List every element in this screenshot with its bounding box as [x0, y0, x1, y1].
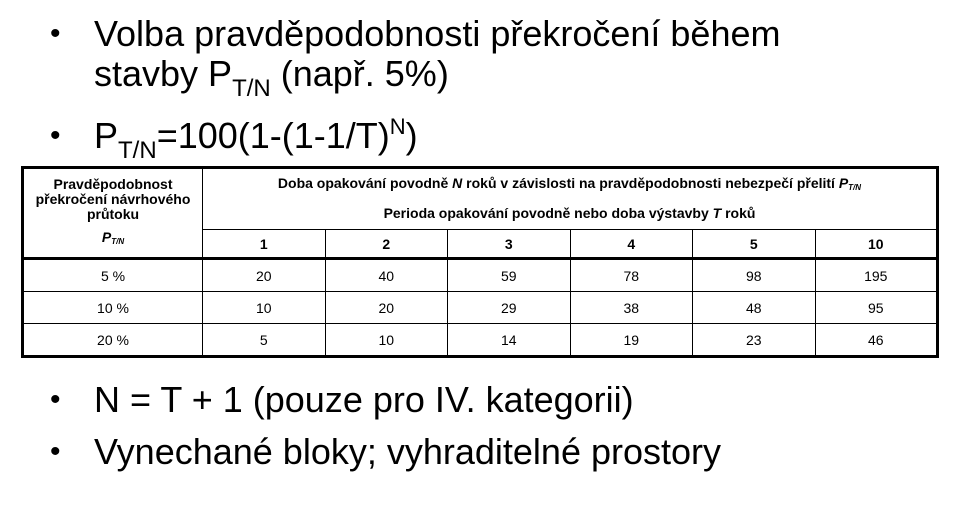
title-symbol: P — [838, 174, 849, 191]
period-header: 10 — [815, 230, 938, 259]
period-header: 1 — [203, 230, 326, 259]
formula-p: P — [94, 115, 119, 156]
subtitle-t: T — [712, 205, 722, 221]
table-title — [203, 168, 938, 198]
table-row — [23, 259, 938, 292]
period-header: 2 — [325, 230, 448, 259]
row-header-label: Pravděpodobnost překročení návrhového průtoku — [35, 176, 191, 222]
period-header: 4 — [570, 230, 693, 259]
period-header: 5 — [693, 230, 816, 259]
title-part: roků v závislosti na pravděpodobnosti nebezpečí přelití — [462, 174, 839, 191]
value-cell: 14 — [448, 324, 571, 357]
value-cell: 59 — [448, 259, 571, 292]
title-sub: T/N — [848, 182, 862, 192]
period-header: 3 — [448, 230, 571, 259]
bullet-line1: Volba pravděpodobnosti překročení během — [94, 13, 781, 54]
value-cell: 40 — [325, 259, 448, 292]
superscript: N — [389, 114, 406, 139]
row-header-sub: T/N — [111, 237, 125, 246]
bullet-dot-icon: • — [50, 383, 61, 416]
title-n: N — [452, 174, 463, 191]
value-cell: 20 — [325, 292, 448, 324]
bullet-line2: stavby P — [94, 53, 233, 94]
bullet-dot-icon: • — [50, 435, 61, 468]
subscript: T/N — [232, 75, 271, 102]
bullet-n-equals — [50, 380, 634, 420]
row-header — [23, 168, 203, 259]
bullet-dot-icon: • — [50, 119, 61, 152]
bullet-text — [94, 13, 781, 102]
bullet-dot-icon: • — [50, 17, 61, 50]
table-subtitle — [203, 197, 938, 230]
value-cell: 29 — [448, 292, 571, 324]
bullet-line2-end: (např. 5%) — [270, 53, 449, 94]
row-header-symbol: P — [101, 229, 112, 245]
probability-cell: 5 % — [23, 259, 203, 292]
bullet-volba — [50, 13, 781, 102]
table-row — [23, 324, 938, 357]
bullet-text: Vynechané bloky; vyhraditelné prostory — [94, 431, 722, 472]
value-cell: 78 — [570, 259, 693, 292]
title-part: Doba opakování povodně — [277, 174, 453, 191]
flood-return-table — [21, 166, 939, 358]
value-cell: 95 — [815, 292, 938, 324]
subscript: T/N — [118, 137, 157, 164]
value-cell: 23 — [693, 324, 816, 357]
value-cell: 19 — [570, 324, 693, 357]
bullet-text — [94, 114, 418, 164]
value-cell: 10 — [203, 292, 326, 324]
formula-end: ) — [405, 115, 418, 156]
value-cell: 38 — [570, 292, 693, 324]
value-cell: 46 — [815, 324, 938, 357]
table-container — [21, 166, 939, 358]
formula-body: =100(1-(1-1/T) — [156, 115, 390, 156]
bullet-formula — [50, 114, 418, 164]
value-cell: 48 — [693, 292, 816, 324]
subtitle-part: Perioda opakování povodně nebo doba výstavby — [383, 205, 713, 221]
subtitle-part: roků — [721, 205, 756, 221]
value-cell: 20 — [203, 259, 326, 292]
value-cell: 195 — [815, 259, 938, 292]
table-row — [23, 292, 938, 324]
bullet-text: N = T + 1 (pouze pro IV. kategorii) — [94, 379, 634, 420]
bullet-vynechane — [50, 432, 721, 472]
probability-cell: 10 % — [23, 292, 203, 324]
probability-cell: 20 % — [23, 324, 203, 357]
value-cell: 98 — [693, 259, 816, 292]
value-cell: 10 — [325, 324, 448, 357]
value-cell: 5 — [203, 324, 326, 357]
